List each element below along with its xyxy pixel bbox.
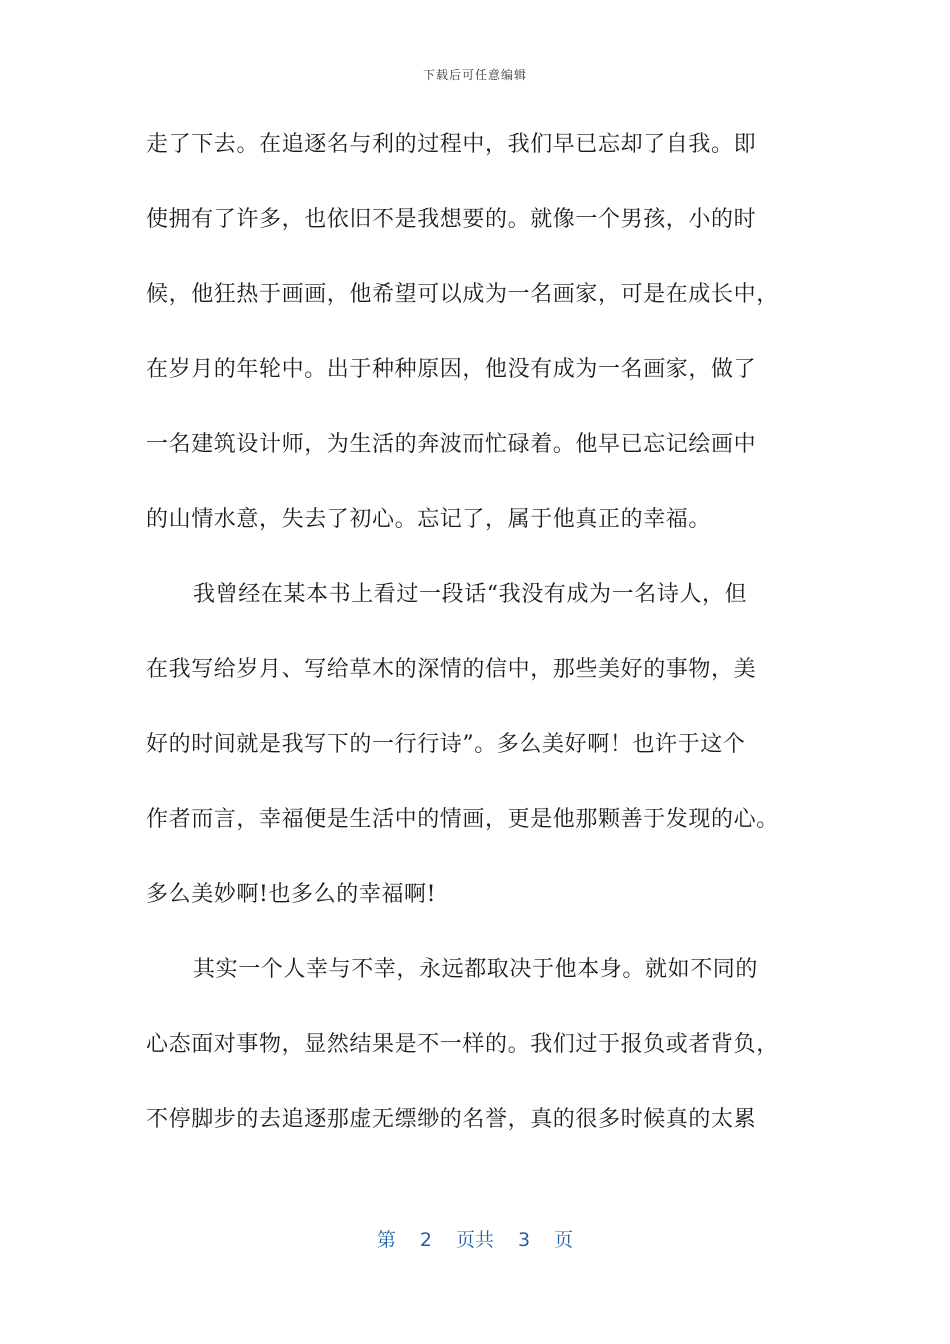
page-header-note: 下载后可任意编辑 — [422, 68, 527, 82]
page-suffix: 页 — [554, 1229, 574, 1251]
text-line: 候，他狂热于画画，他希望可以成为一名画家，可是在成长中， — [146, 282, 779, 307]
text-line: 使拥有了许多，也依旧不是我想要的。就像一个男孩，小的时 — [146, 207, 757, 232]
page-number-footer — [0, 1225, 950, 1252]
text-line: 作者而言，幸福便是生活中的情画，更是他那颗善于发现的心。 — [146, 807, 779, 832]
text-line: 心态面对事物，显然结果是不一样的。我们过于报负或者背负， — [146, 1032, 779, 1057]
text-line: 的山情水意，失去了初心。忘记了，属于他真正的幸福。 — [146, 507, 712, 532]
page-middle-label: 页共 — [455, 1229, 494, 1251]
document-body — [146, 122, 811, 1172]
text-line: 在我写给岁月、写给草木的深情的信中，那些美好的事物，美 — [146, 657, 757, 682]
paragraph-first-line: 我曾经在某本书上看过一段话“我没有成为一名诗人，但 — [193, 582, 748, 607]
text-line: 一名建筑设计师，为生活的奔波而忙碌着。他早已忘记绘画中 — [146, 432, 757, 457]
text-line: 走了下去。在追逐名与利的过程中，我们早已忘却了自我。即 — [146, 132, 757, 157]
total-pages-number: 3 — [518, 1229, 531, 1251]
page-prefix: 第 — [376, 1229, 396, 1251]
text-line: 好的时间就是我写下的一行行诗”。多么美好啊！也许于这个 — [146, 732, 746, 757]
text-line: 不停脚步的去追逐那虚无缥缈的名誉，真的很多时候真的太累 — [146, 1107, 757, 1132]
current-page-number: 2 — [419, 1229, 432, 1251]
text-line: 多么美妙啊!也多么的幸福啊! — [146, 882, 437, 907]
paragraph-first-line: 其实一个人幸与不幸，永远都取决于他本身。就如不同的 — [193, 957, 759, 982]
text-line: 在岁月的年轮中。出于种种原因，他没有成为一名画家，做了 — [146, 357, 757, 382]
